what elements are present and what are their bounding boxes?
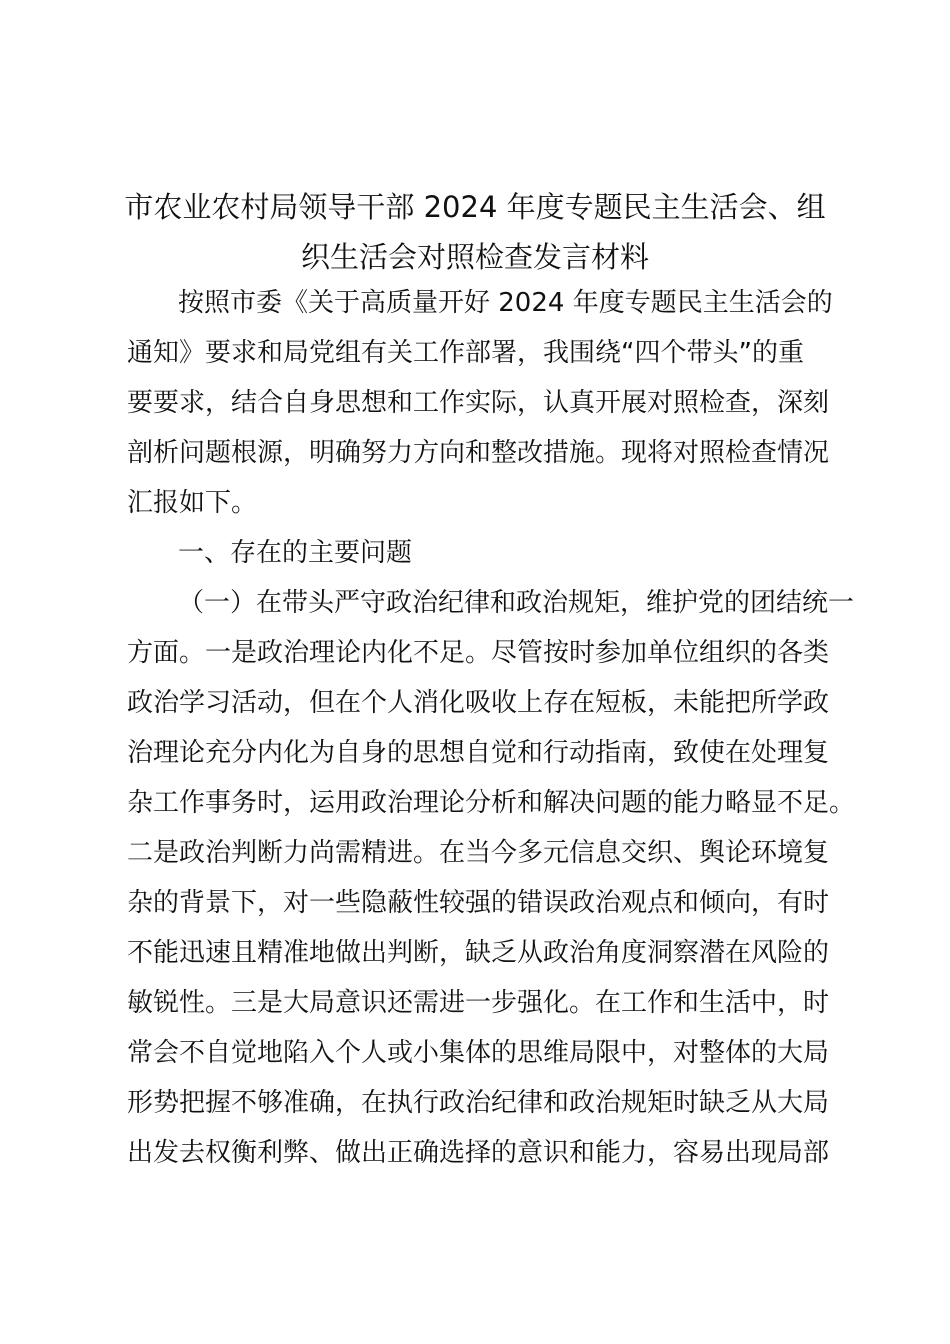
body-line-7: （一）在带头严守政治纪律和政治规矩，维护党的团结统一 — [178, 588, 855, 618]
body-line-1: 按照市委《关于高质量开好 2024 年度专题民主生活会的 — [178, 288, 833, 318]
body-line-10: 治理论充分内化为自身的思想自觉和行动指南，致使在处理复 — [127, 738, 830, 768]
section-heading-1: 一、存在的主要问题 — [178, 538, 413, 568]
body-line-2: 通知》要求和局党组有关工作部署，我围绕“四个带头”的重 — [127, 338, 804, 368]
body-line-5: 汇报如下。 — [127, 488, 258, 518]
body-line-8: 方面。一是政治理论内化不足。尽管按时参加单位组织的各类 — [127, 638, 830, 668]
body-line-9: 政治学习活动，但在个人消化吸收上存在短板，未能把所学政 — [127, 688, 830, 718]
document-title-line-1: 市农业农村局领导干部 2024 年度专题民主生活会、组 — [124, 190, 826, 224]
body-line-3: 要要求，结合自身思想和工作实际，认真开展对照检查，深刻 — [127, 388, 830, 418]
body-line-12: 二是政治判断力尚需精进。在当今多元信息交织、舆论环境复 — [127, 838, 830, 868]
body-line-4: 剖析问题根源，明确努力方向和整改措施。现将对照检查情况 — [127, 438, 830, 468]
body-line-11: 杂工作事务时，运用政治理论分析和解决问题的能力略显不足。 — [127, 788, 856, 818]
body-line-13: 杂的背景下，对一些隐蔽性较强的错误政治观点和倾向，有时 — [127, 888, 830, 918]
body-line-18: 出发去权衡利弊、做出正确选择的意识和能力，容易出现局部 — [127, 1138, 830, 1168]
body-line-15: 敏锐性。三是大局意识还需进一步强化。在工作和生活中，时 — [127, 988, 830, 1018]
body-line-16: 常会不自觉地陷入个人或小集体的思维局限中，对整体的大局 — [127, 1038, 830, 1068]
document-title-line-2: 织生活会对照检查发言材料 — [300, 240, 649, 274]
body-line-14: 不能迅速且精准地做出判断，缺乏从政治角度洞察潜在风险的 — [127, 938, 830, 968]
body-line-17: 形势把握不够准确，在执行政治纪律和政治规矩时缺乏从大局 — [127, 1088, 830, 1118]
